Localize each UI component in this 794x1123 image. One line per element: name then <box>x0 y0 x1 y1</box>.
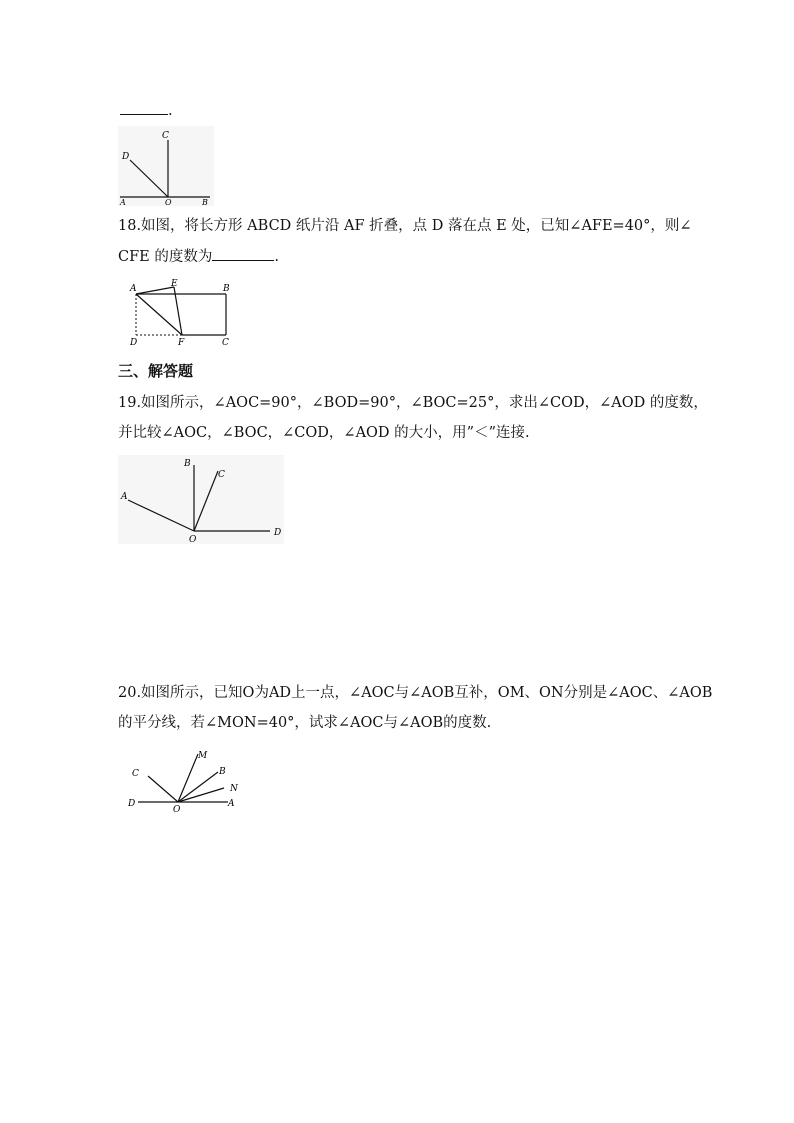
q20-line-2: 的平分线，若∠MON=40°，试求∠AOC与∠AOB的度数. <box>118 715 492 731</box>
label-f: F <box>178 338 185 348</box>
answer-blank <box>120 100 168 115</box>
fold-af <box>136 294 182 335</box>
label-o: O <box>165 198 172 206</box>
label-d: D <box>128 799 136 809</box>
label-a: A <box>228 799 235 809</box>
label-d: D <box>122 152 130 162</box>
label-a: A <box>130 284 137 294</box>
label-n: N <box>230 784 238 794</box>
label-d: D <box>274 528 282 538</box>
label-c: C <box>132 769 139 779</box>
figure-19 <box>118 455 290 547</box>
label-b: B <box>202 198 208 206</box>
figure-18 <box>126 278 238 348</box>
label-o: O <box>189 535 197 545</box>
ray-oc <box>148 776 178 802</box>
segment-ae <box>136 287 174 294</box>
label-a: A <box>121 492 128 502</box>
q17-answer-line: . <box>120 100 173 121</box>
label-d: D <box>130 338 138 348</box>
label-a: A <box>120 198 126 206</box>
q19-line-2: 并比较∠AOC，∠BOC，∠COD，∠AOD 的大小，用”＜”连接. <box>118 425 530 441</box>
q19-line-1: 19.如图所示，∠AOC=90°，∠BOD=90°，∠BOC=25°，求出∠COD，∠AOD 的度数， <box>118 395 708 411</box>
figure-17 <box>118 126 214 206</box>
answer-blank <box>212 246 274 261</box>
label-c: C <box>162 131 169 141</box>
section-heading: 三、解答题 <box>118 362 194 380</box>
label-b: B <box>184 459 191 469</box>
label-c: C <box>218 470 225 480</box>
ray-on <box>178 788 224 802</box>
label-b: B <box>223 284 230 294</box>
q18-line-1: 18.如图，将长方形 ABCD 纸片沿 AF 折叠，点 D 落在点 E 处，已知∠AFE=40°，则∠ <box>118 218 692 234</box>
label-c: C <box>222 338 229 348</box>
label-b: B <box>219 767 226 777</box>
figure-20 <box>124 748 244 816</box>
q20-line-1: 20.如图所示，已知O为AD上一点，∠AOC与∠AOB互补，OM、ON分别是∠AOC、∠AOB <box>118 685 713 701</box>
label-m: M <box>198 751 208 761</box>
q18-line-2: CFE 的度数为 . <box>118 246 279 267</box>
label-o: O <box>173 805 181 815</box>
label-e: E <box>171 279 178 289</box>
